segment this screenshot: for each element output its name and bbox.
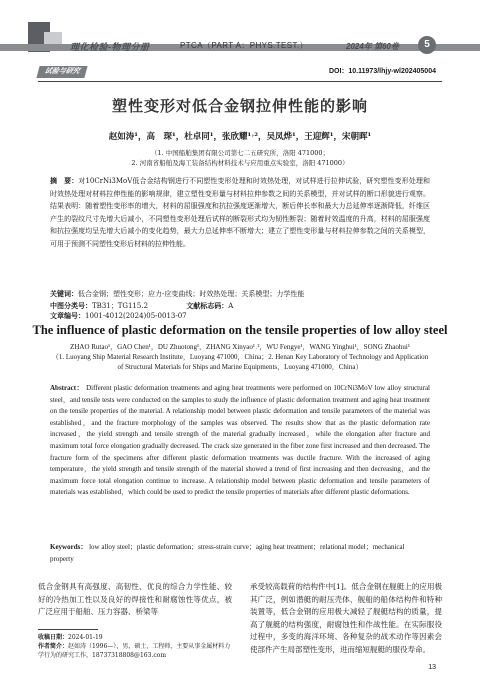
chinese-authors: 赵如涛¹，高 琛¹，杜卓同¹，张欣耀¹˒²，吴凤烨¹，王迎辉¹，宋朝晖¹ bbox=[108, 132, 372, 142]
chinese-affiliation-2: 2. 河南省船舶及海工装备结构材料技术与应用重点实验室，洛阳 471000） bbox=[131, 159, 349, 167]
article-no-value: 1001-4012(2024)05-0013-07 bbox=[85, 312, 187, 320]
chinese-abstract-text: 对10CrNi3MoV低合金结构钢进行不同塑性变形处理和时效热处理，对试样进行拉伸试验，研究塑性变形处理和时效热处理对材料拉伸性能的影响规律，建立塑性变形量与材料拉伸参数之间的关系模型，并对试样的断口形貌进行观察。结果表明：随着塑性变形率的增大，材料的屈服强度和抗拉强度逐渐增大，断后伸长率和最大力总延伸率逐渐降低，纤维区产生的裂纹尺寸先增大后减小，不同塑性变形处理后试样的断裂形式均为韧性断裂；随着时效温度的升高，材料的屈服强度和抗拉强度均呈先增大后减小的变化趋势，最大力总延伸率不断增大；建立了塑性变形量与材料拉伸参数之间的关系模型，可用于预测不同塑性变形后材料的拉伸性能。 bbox=[50, 177, 430, 248]
footnote-rule bbox=[38, 629, 98, 630]
chinese-keywords bbox=[50, 288, 430, 300]
issue-info: 2024年 第60卷 bbox=[346, 42, 399, 51]
chinese-affiliations bbox=[0, 148, 480, 168]
page-number: 13 bbox=[428, 664, 436, 671]
chinese-abstract-label: 摘 要： bbox=[50, 177, 79, 185]
chinese-keywords-label: 关键词： bbox=[50, 290, 78, 298]
classification-line bbox=[50, 301, 430, 321]
doc-code-label: 文献标志码： bbox=[186, 302, 229, 310]
english-keywords-label: Keywords： bbox=[50, 543, 88, 551]
clc-label: 中图分类号： bbox=[50, 302, 92, 310]
english-abstract-text: Different plastic deformation treatments and aging heat treatments were performed on 10CrNi3MoV low alloy structural steel，and tensile tests were conducted on the samples to study the influence of plastic deformation treatment and aging heat treatment on the tensile properties of the material. A relationship model between plastic deformation and tensile parameters of the material was established，and the fracture morphology of the samples was observed. The results show that as the plastic deformation rate increased，the yield strength and tensile strength of the material gradually increased，while the elongation after fracture and maximum total force elongation gradually decreased. The crack size generated in the fiber zone first increased and then decreased. The fracture form of the specimens after different plastic deformation treatments was ductile fracture. With the increased of aging temperature，the yield strength and tensile strength of the material showed a trend of first increasing and then decreasing，and the maximum force total elongation continue to increase. A relationship model between plastic deformation and tensile parameters of materials was established，which could be used to predict the tensile properties of materials after different plastic deformations. bbox=[50, 384, 430, 497]
english-affiliations: （1. Luoyang Ship Material Research Institute，Luoyang 471000，China；2. Henan Key Laboratory of Technology and Application of Structural Materials for Ships and Marine Equipments，Luoyang 471000，China） bbox=[51, 353, 429, 371]
english-keywords bbox=[50, 542, 430, 565]
author-bio bbox=[38, 642, 234, 660]
article-no-label: 文章编号： bbox=[50, 312, 85, 320]
doc-code-value: A bbox=[228, 302, 234, 310]
received-date bbox=[38, 633, 234, 642]
english-abstract bbox=[50, 383, 430, 499]
author-bio-label: 作者简介： bbox=[38, 643, 69, 650]
received-value: 2024-01-19 bbox=[68, 634, 103, 641]
chinese-abstract bbox=[50, 175, 430, 250]
english-title: The influence of plastic deformation on the tensile properties of low alloy steel bbox=[32, 323, 448, 337]
header-rule bbox=[38, 81, 442, 82]
chinese-affiliation-1: （1. 中国船舶集团有限公司第七二五研究所，洛阳 471000； bbox=[150, 149, 330, 157]
body-column-left: 低合金钢具有高强度、高韧性、优良的综合力学性能、较好的冷热加工性以及良好的焊接性和耐腐蚀性等优点，被广泛应用于船舶、压力容器、桥梁等 bbox=[38, 582, 232, 616]
journal-sub-title: PTCA（PART A：PHYS.TEST.） bbox=[180, 41, 308, 50]
journal-header bbox=[0, 0, 480, 62]
footnote bbox=[38, 633, 234, 660]
english-authors: ZHAO Rutao¹，GAO Chen¹，DU Zhuotong¹，ZHANG Xinyao¹˒²，WU Fengye¹，WANG Yinghui¹，SONG Zhaohui¹ bbox=[70, 343, 410, 351]
english-keywords-text: low alloy steel；plastic deformation；stress-strain curve；aging heat treatment；relational model；mechanical property bbox=[50, 543, 405, 563]
body-column-right: 承受较高载荷的结构件中[1]。低合金钢在舰艇上的应用极其广泛，例如潜艇的耐压壳体、舰船的船体结构件和特种装置等，低合金钢的应用极大减轻了舰艇结构的质量，提高了舰艇的结构强度，耐腐蚀性和作战性能。在实际服役过程中，多变的海洋环境、各种复杂的战术动作等因素会使部件产生局部塑性变形，进而缩短舰艇的服役寿命。 bbox=[250, 582, 442, 654]
english-abstract-label: Abstract： bbox=[50, 384, 84, 392]
clc-value: TB31；TG115.2 bbox=[92, 302, 149, 310]
received-label: 收稿日期： bbox=[38, 634, 69, 641]
chinese-title: 塑性变形对低合金钢拉伸性能的影响 bbox=[111, 97, 368, 115]
doi: DOI：10.11973/lhjy-wl202405004 bbox=[328, 68, 436, 75]
section-tag: 试验与研究 bbox=[36, 66, 87, 78]
issue-number-badge: 5 bbox=[418, 36, 436, 54]
chinese-keywords-text: 低合金钢；塑性变形；应力-应变曲线；时效热处理；关系模型；力学性能 bbox=[78, 290, 305, 298]
author-bio-text: 赵如涛（1996—），男，硕士，工程师，主要从事金属材料力学行为的研究工作，18737318808@163.com bbox=[38, 643, 231, 659]
journal-name: 理化检验-物理分册 bbox=[70, 42, 150, 52]
